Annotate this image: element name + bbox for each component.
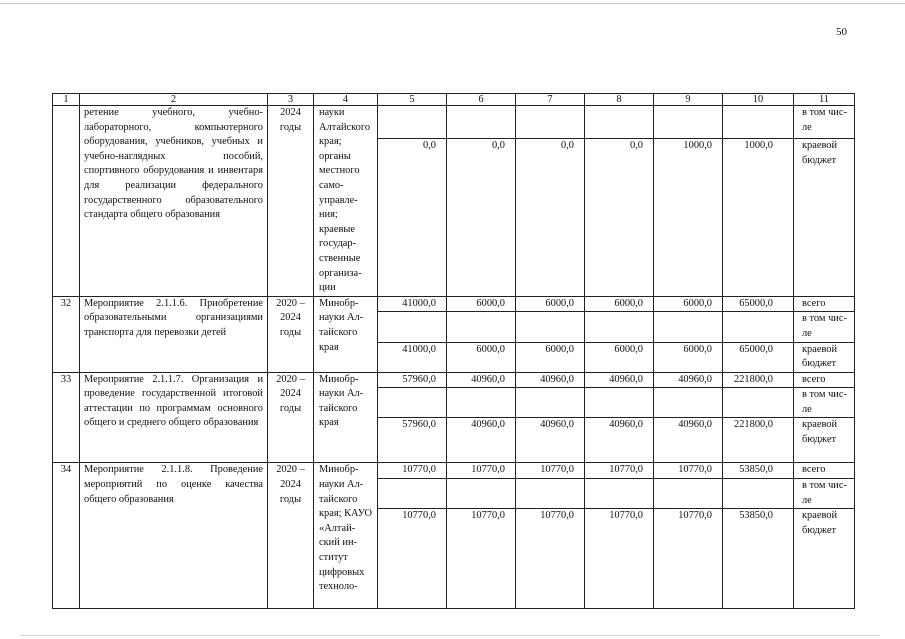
column-header: 6 <box>447 94 516 106</box>
value-cell: 40960,0 <box>516 372 585 388</box>
value-cell <box>378 312 447 342</box>
executor: Минобр-науки Ал-тайского края <box>314 372 378 463</box>
value-cell: 6000,0 <box>585 296 654 312</box>
value-cell: 0,0 <box>585 139 654 297</box>
value-cell: 10770,0 <box>378 509 447 609</box>
value-cell: 40960,0 <box>516 418 585 463</box>
row-number <box>53 106 80 297</box>
value-cell: 1000,0 <box>723 139 794 297</box>
activity-name: Мероприятие 2.1.1.7. Организация и проведение государственной итоговой аттестации по программам основного общего и среднего общего образования <box>80 372 268 463</box>
value-cell <box>723 312 794 342</box>
activity-name: Мероприятие 2.1.1.8. Проведение мероприятий по оценке качества общего образования <box>80 463 268 609</box>
column-header: 2 <box>80 94 268 106</box>
value-cell: 221800,0 <box>723 372 794 388</box>
table-row <box>53 463 855 479</box>
value-cell: 65000,0 <box>723 296 794 312</box>
value-cell <box>516 479 585 509</box>
value-cell: 53850,0 <box>723 463 794 479</box>
value-cell <box>654 479 723 509</box>
column-header: 5 <box>378 94 447 106</box>
executor: науки Алтайского края; органы местного само-управле-ния; краевые государ-ственные организа-ции <box>314 106 378 297</box>
funding-source: всего <box>794 372 855 388</box>
value-cell: 40960,0 <box>654 372 723 388</box>
value-cell <box>585 312 654 342</box>
value-cell <box>585 388 654 418</box>
table-row <box>53 106 855 139</box>
value-cell: 6000,0 <box>654 342 723 372</box>
value-cell: 6000,0 <box>447 296 516 312</box>
page-number: 50 <box>836 26 847 38</box>
value-cell: 57960,0 <box>378 418 447 463</box>
value-cell <box>654 312 723 342</box>
period: 2020 – 2024 годы <box>268 296 314 372</box>
activity-name: Мероприятие 2.1.1.6. Приобретение образовательными организациями транспорта для перевозки детей <box>80 296 268 372</box>
value-cell <box>723 479 794 509</box>
value-cell: 10770,0 <box>585 509 654 609</box>
value-cell: 0,0 <box>447 139 516 297</box>
value-cell: 10770,0 <box>378 463 447 479</box>
funding-source: краевой бюджет <box>794 342 855 372</box>
value-cell <box>723 388 794 418</box>
table-header-row <box>53 94 855 106</box>
value-cell <box>585 479 654 509</box>
value-cell: 1000,0 <box>654 139 723 297</box>
value-cell: 65000,0 <box>723 342 794 372</box>
value-cell <box>447 479 516 509</box>
value-cell: 41000,0 <box>378 296 447 312</box>
value-cell: 6000,0 <box>447 342 516 372</box>
value-cell <box>516 312 585 342</box>
value-cell: 221800,0 <box>723 418 794 463</box>
funding-source: всего <box>794 463 855 479</box>
budget-table <box>52 93 855 609</box>
value-cell <box>378 479 447 509</box>
value-cell <box>516 106 585 139</box>
value-cell: 40960,0 <box>654 418 723 463</box>
value-cell: 10770,0 <box>654 509 723 609</box>
funding-source: краевой бюджет <box>794 418 855 463</box>
value-cell: 10770,0 <box>585 463 654 479</box>
period: 2020 – 2024 годы <box>268 372 314 463</box>
value-cell: 40960,0 <box>585 372 654 388</box>
table-row <box>53 372 855 388</box>
period: 2024 годы <box>268 106 314 297</box>
value-cell: 10770,0 <box>516 463 585 479</box>
column-header: 4 <box>314 94 378 106</box>
scan-edge-top <box>0 3 905 4</box>
value-cell: 57960,0 <box>378 372 447 388</box>
value-cell <box>585 106 654 139</box>
value-cell <box>378 106 447 139</box>
executor: Минобр-науки Ал-тайского края; КАУО «Алтай-ский ин-ститут цифровых техноло- <box>314 463 378 609</box>
funding-source: в том чис-ле <box>794 479 855 509</box>
value-cell: 10770,0 <box>447 463 516 479</box>
value-cell <box>654 388 723 418</box>
value-cell <box>723 106 794 139</box>
funding-source: краевой бюджет <box>794 139 855 297</box>
column-header: 10 <box>723 94 794 106</box>
value-cell: 0,0 <box>378 139 447 297</box>
value-cell: 40960,0 <box>585 418 654 463</box>
funding-source: в том чис-ле <box>794 388 855 418</box>
column-header: 1 <box>53 94 80 106</box>
column-header: 11 <box>794 94 855 106</box>
value-cell: 10770,0 <box>654 463 723 479</box>
row-number: 34 <box>53 463 80 609</box>
value-cell <box>447 106 516 139</box>
value-cell: 53850,0 <box>723 509 794 609</box>
value-cell: 6000,0 <box>585 342 654 372</box>
value-cell <box>447 388 516 418</box>
value-cell <box>378 388 447 418</box>
funding-source: всего <box>794 296 855 312</box>
value-cell: 40960,0 <box>447 418 516 463</box>
value-cell: 10770,0 <box>516 509 585 609</box>
period: 2020 – 2024 годы <box>268 463 314 609</box>
funding-source: в том чис-ле <box>794 312 855 342</box>
column-header: 9 <box>654 94 723 106</box>
scan-edge-bottom <box>20 635 880 636</box>
activity-name: ретение учебного, учебно-лабораторного, компьютерного оборудования, учебников, учебных и учебно-наглядных пособий, спортивного оборудования и инвентаря для реализации федерального государственного образовательного стандарта общего образования <box>80 106 268 297</box>
table-row <box>53 296 855 312</box>
value-cell: 40960,0 <box>447 372 516 388</box>
executor: Минобр-науки Ал-тайского края <box>314 296 378 372</box>
value-cell: 41000,0 <box>378 342 447 372</box>
column-header: 7 <box>516 94 585 106</box>
value-cell <box>654 106 723 139</box>
value-cell: 10770,0 <box>447 509 516 609</box>
value-cell: 6000,0 <box>516 296 585 312</box>
row-number: 32 <box>53 296 80 372</box>
value-cell: 0,0 <box>516 139 585 297</box>
funding-source: краевой бюджет <box>794 509 855 609</box>
column-header: 8 <box>585 94 654 106</box>
value-cell: 6000,0 <box>516 342 585 372</box>
row-number: 33 <box>53 372 80 463</box>
value-cell <box>516 388 585 418</box>
funding-source: в том чис-ле <box>794 106 855 139</box>
value-cell <box>447 312 516 342</box>
value-cell: 6000,0 <box>654 296 723 312</box>
column-header: 3 <box>268 94 314 106</box>
